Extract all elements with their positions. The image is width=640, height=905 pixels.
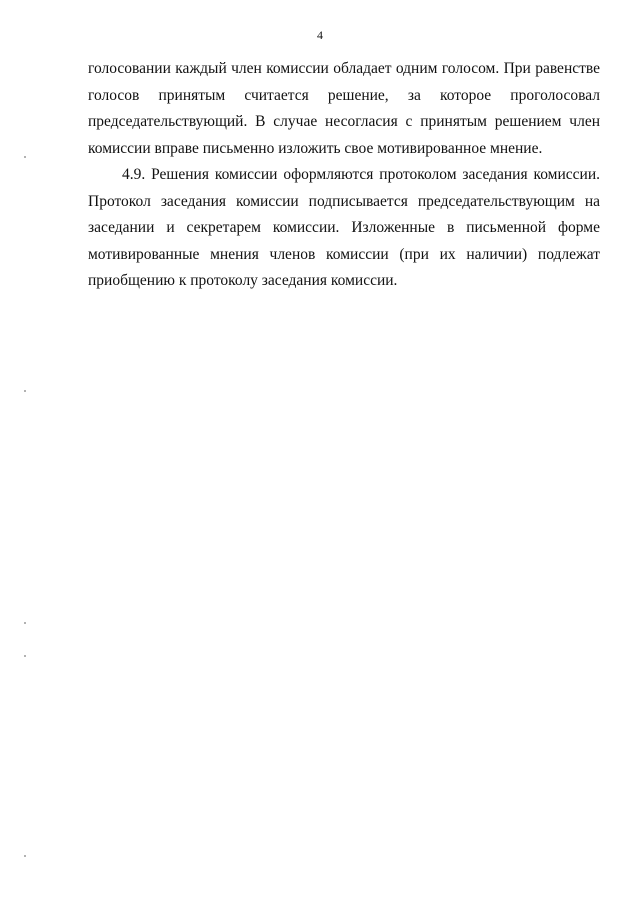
text-line: заседании и секретарем комиссии. Изложенные в письменной форме bbox=[88, 219, 600, 236]
text-line: приобщению к протоколу заседания комиссии. bbox=[88, 272, 398, 289]
paragraph-4-9 bbox=[88, 162, 600, 295]
scan-mark bbox=[24, 622, 26, 624]
scan-mark bbox=[24, 390, 26, 392]
document-body bbox=[88, 56, 600, 295]
text-line: голосовании каждый член комиссии обладает одним голосом. При равенстве bbox=[88, 60, 600, 77]
text-line: председательствующий. В случае несогласия с принятым решением член bbox=[88, 113, 600, 130]
text-line: мотивированные мнения членов комиссии (при их наличии) подлежат bbox=[88, 245, 600, 263]
page-number: 4 bbox=[317, 28, 323, 42]
scan-mark bbox=[24, 156, 26, 158]
text-line: голосов принятым считается решение, за которое проголосовал bbox=[88, 86, 600, 104]
paragraph-voting bbox=[88, 56, 600, 162]
text-line: Протокол заседания комиссии подписывается председательствующим на bbox=[88, 192, 600, 210]
scan-mark bbox=[24, 855, 26, 857]
text-line: комиссии вправе письменно изложить свое мотивированное мнение. bbox=[88, 139, 543, 157]
scan-mark bbox=[24, 655, 26, 657]
text-line: 4.9. Решения комиссии оформляются протоколом заседания комиссии. bbox=[122, 166, 600, 183]
